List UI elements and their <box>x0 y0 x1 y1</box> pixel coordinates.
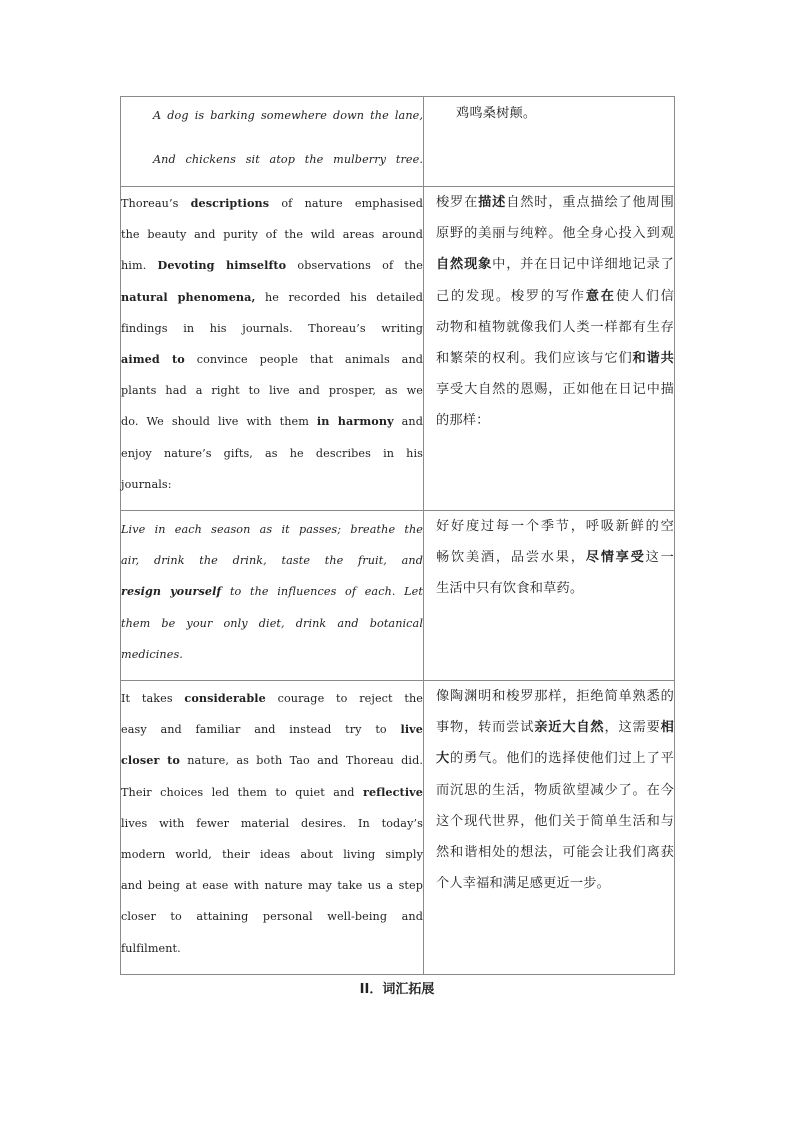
text-line: And chickens sit atop the mulberry tree. <box>153 153 423 166</box>
text-line <box>121 933 423 964</box>
english-text <box>121 681 423 964</box>
text-line <box>121 313 423 344</box>
text-run: 好好度过每一个季节，呼吸新鲜的空 <box>436 519 674 534</box>
bold-term: considerable <box>184 691 266 705</box>
text-line <box>121 344 423 375</box>
text-run: 己的发现。梭罗的写作 <box>436 288 586 304</box>
text-line <box>121 406 423 437</box>
text-run: findings in his journals. Thoreau’s writing <box>121 321 423 335</box>
text-line <box>436 249 674 280</box>
text-line <box>121 188 423 219</box>
bold-term: 和谐共 <box>632 350 674 366</box>
text-run: fulfilment. <box>121 941 181 955</box>
text-line <box>436 343 674 374</box>
bold-term: 描述 <box>478 195 507 210</box>
english-text <box>121 187 423 500</box>
text-run: easy and familiar and instead try to <box>121 723 401 737</box>
text-line <box>121 683 423 714</box>
text-line <box>436 806 674 837</box>
text-line <box>436 374 674 405</box>
text-run: medicines. <box>121 647 183 661</box>
text-run: to the influences of each. Let <box>221 585 423 599</box>
table-row <box>121 511 675 681</box>
text-run: 自然时，重点描绘了他周围 <box>506 195 674 210</box>
text-run: 这个现代世界，他们关于简单生活和与 <box>436 813 674 829</box>
text-run: It takes <box>121 692 185 705</box>
text-line <box>436 187 674 218</box>
text-run: convince people that animals and <box>184 352 423 366</box>
bold-term: 意在 <box>585 288 616 304</box>
text-run: 使人们信 <box>615 288 674 304</box>
bold-term: in harmony <box>316 414 394 429</box>
text-line <box>121 438 423 469</box>
chinese-cell <box>424 97 675 187</box>
text-run: enjoy nature’s gifts, as he describes in his <box>121 446 423 460</box>
bilingual-table <box>120 96 675 975</box>
text-run: 生活中只有饮食和草药。 <box>436 581 584 597</box>
bold-term: closer to <box>121 753 180 768</box>
text-run: 享受大自然的恩赐，正如他在日记中描 <box>436 382 674 398</box>
text-run: 像陶渊明和梭罗那样，拒绝简单熟悉的 <box>436 689 674 704</box>
text-run: do. We should live with them <box>121 415 317 429</box>
text-line <box>121 839 423 870</box>
text-line <box>436 511 674 542</box>
text-line <box>436 681 674 712</box>
bold-term: reflective <box>362 784 423 799</box>
text-run: and being at ease with nature may take us a step <box>121 879 423 893</box>
english-text <box>121 511 423 670</box>
text-line <box>121 219 423 250</box>
text-run: of nature emphasised <box>269 197 423 210</box>
text-line: 鸡鸣桑树颠。 <box>456 106 537 121</box>
text-run: plants had a right to live and prosper, as we <box>121 384 423 398</box>
text-run: 畅饮美酒，品尝水果， <box>436 550 586 566</box>
text-line <box>121 870 423 901</box>
text-line <box>436 218 674 249</box>
text-line <box>121 545 423 576</box>
text-run: him. <box>121 259 158 273</box>
bold-term: live <box>400 722 423 737</box>
text-run: observations of the <box>286 259 423 273</box>
english-text <box>121 97 423 175</box>
text-run: 的勇气。他们的选择使他们过上了平 <box>450 751 674 767</box>
text-run: air, drink the drink, taste the fruit, and <box>121 554 423 568</box>
bold-term: descriptions <box>190 196 270 210</box>
bold-term: resign yourself <box>121 584 222 599</box>
english-cell <box>121 681 424 975</box>
bold-term: 亲近大自然 <box>534 720 605 736</box>
text-run: 和繁荣的权利。我们应该与它们 <box>436 350 633 366</box>
text-run: Their choices led them to quiet and <box>121 785 363 799</box>
text-run: 个人幸福和满足感更近一步。 <box>436 876 611 892</box>
text-run: lives with fewer material desires. In today’s <box>121 816 423 830</box>
text-line <box>121 639 423 670</box>
text-line <box>436 775 674 806</box>
text-line <box>121 375 423 406</box>
bold-term: 相 <box>660 720 674 736</box>
text-run: 而沉思的生活，物质欲望减少了。在今 <box>436 782 674 798</box>
text-line <box>121 714 423 745</box>
text-run: nature, as both Tao and Thoreau did. <box>179 754 423 768</box>
text-run: he recorded his detailed <box>255 290 423 304</box>
text-line <box>121 901 423 932</box>
chinese-text <box>424 187 674 437</box>
text-run: 中，并在日记中详细地记录了 <box>492 257 674 273</box>
text-line <box>121 514 423 545</box>
text-line <box>121 745 423 776</box>
text-line <box>436 312 674 343</box>
text-run: 原野的美丽与纯粹。他全身心投入到观 <box>436 226 674 242</box>
text-line <box>436 868 674 899</box>
text-run: Live in each season as it passes; breathe the <box>121 523 423 536</box>
text-line <box>436 743 674 774</box>
text-run: them be your only diet, drink and botanical <box>121 616 423 630</box>
text-run: 动物和植物就像我们人类一样都有生存 <box>436 319 674 335</box>
text-run: the beauty and purity of the wild areas around <box>121 228 423 242</box>
text-run: closer to attaining personal well-being and <box>121 910 423 924</box>
text-run: 的那样： <box>436 413 490 429</box>
text-run: 事物，转而尝试 <box>436 720 535 736</box>
chinese-text <box>424 511 674 605</box>
text-run: Thoreau’s <box>121 197 191 210</box>
text-line <box>436 542 674 573</box>
text-line <box>436 405 674 436</box>
english-cell <box>121 511 424 681</box>
text-run: and <box>393 415 423 429</box>
text-run: journals: <box>121 477 172 491</box>
bold-term: 尽情享受 <box>585 550 646 566</box>
text-line <box>121 777 423 808</box>
text-line <box>121 250 423 281</box>
text-line <box>436 281 674 312</box>
text-line <box>436 837 674 868</box>
english-cell <box>121 97 424 187</box>
bold-term: aimed to <box>121 351 185 366</box>
table-row <box>121 681 675 975</box>
chinese-cell <box>424 187 675 511</box>
english-cell <box>121 187 424 511</box>
text-run: modern world, their ideas about living simply <box>121 847 423 861</box>
text-run: ，这需要 <box>604 720 661 736</box>
chinese-text <box>424 97 674 129</box>
bold-term: 大 <box>436 751 451 767</box>
text-run: 这一 <box>645 550 674 566</box>
text-run: 然和谐相处的想法，可能会让我们离获 <box>436 844 674 860</box>
chinese-text <box>424 681 674 899</box>
text-run: 梭罗在 <box>436 195 479 210</box>
chinese-cell <box>424 681 675 975</box>
table-row <box>121 187 675 511</box>
text-line <box>436 573 674 604</box>
bold-term: Devoting himselfto <box>157 258 287 273</box>
text-line <box>121 608 423 639</box>
text-line <box>121 282 423 313</box>
text-line <box>121 808 423 839</box>
chinese-cell <box>424 511 675 681</box>
text-line <box>436 712 674 743</box>
bold-term: 自然现象 <box>436 257 493 273</box>
text-run: courage to reject the <box>265 692 423 705</box>
text-line: A dog is barking somewhere down the lane, <box>153 109 423 122</box>
section-heading: II．词汇拓展 <box>359 982 435 997</box>
bold-term: natural phenomena, <box>121 289 256 304</box>
text-line <box>121 469 423 500</box>
table-row <box>121 97 675 187</box>
text-line <box>121 576 423 607</box>
